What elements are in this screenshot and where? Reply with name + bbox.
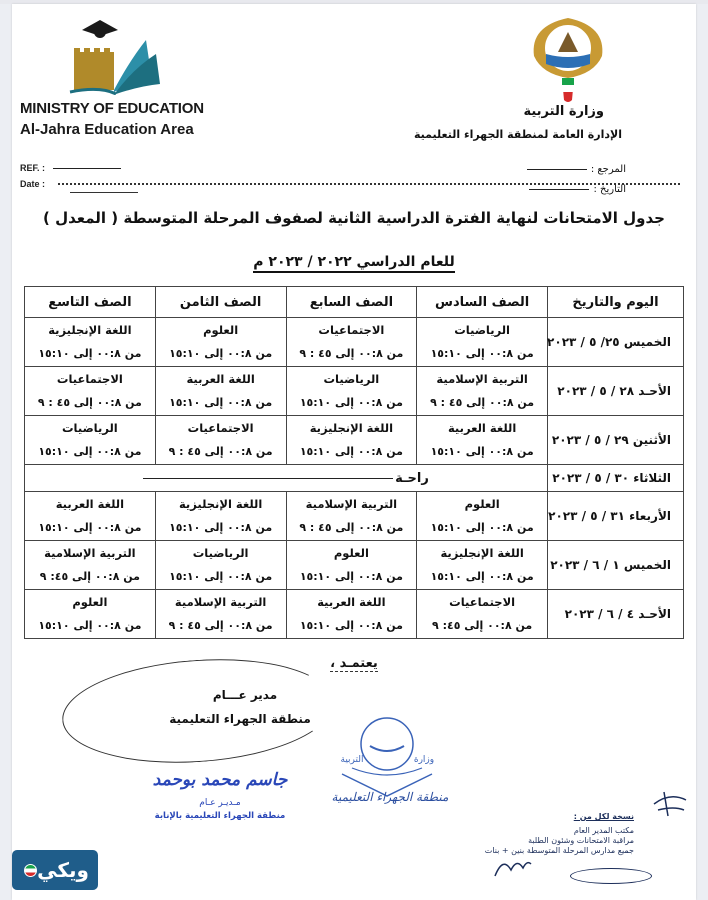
watermark-label: ويكي	[37, 858, 89, 882]
table-row	[25, 492, 684, 541]
kuwait-flag-icon	[24, 864, 37, 877]
ref-label-ar: المرجع :	[590, 164, 626, 175]
time: من ٠٠:٨ إلى ١٥:١٠	[169, 396, 273, 409]
time: من ٠٠:٨ إلى ٤٥ : ٩	[37, 396, 142, 409]
svg-text:التربية: التربية	[340, 755, 364, 765]
cc-item: جميع مدارس المرحلة المتوسطة بنين + بنات	[484, 846, 634, 855]
approval-label: يعتمـد ،	[330, 656, 378, 671]
time: من ٠٠:٨ إلى ٤٥ : ٩	[168, 445, 273, 458]
exam-cell	[25, 416, 156, 465]
subject: اللغة الإنجليزية	[440, 546, 524, 560]
exam-cell	[25, 367, 156, 416]
day-cell: الأحـد ٤ / ٦ / ٢٠٢٣	[548, 590, 684, 639]
ref-field-ar	[527, 164, 626, 175]
exam-cell	[417, 367, 548, 416]
exam-cell	[155, 416, 286, 465]
time: من ٠٠:٨ إلى ١٥:١٠	[299, 396, 403, 409]
signature-org: منطقة الجهراء التعليمية بالإنابة	[154, 811, 286, 821]
table-row	[25, 590, 684, 639]
ministry-education-logo-icon	[60, 10, 170, 95]
svg-text:وزارة: وزارة	[413, 755, 435, 765]
time: من ٠٠:٨ إلى ١٥:١٠	[430, 521, 534, 534]
exam-cell	[25, 492, 156, 541]
time: من ٠٠:٨ إلى ٤٥ : ٩	[299, 521, 404, 534]
day-cell: الأربعاء ٣١ / ٥ / ٢٠٢٣	[548, 492, 684, 541]
approval-label-wrap	[0, 656, 708, 671]
subject: اللغة الإنجليزية	[309, 421, 394, 435]
subject: الاجتماعيات	[449, 595, 516, 609]
cc-heading: نسخة لكل من :	[573, 812, 634, 821]
day-cell: الثلاثاء ٣٠ / ٥ / ٢٠٢٣	[548, 465, 684, 492]
time: من ٠٠:٨ إلى ١٥:١٠	[38, 619, 142, 632]
header-grade-9: الصف التاسع	[25, 287, 156, 318]
exam-cell	[155, 367, 286, 416]
subject: التربية الإسلامية	[44, 546, 136, 560]
cc-item: مكتب المدير العام	[573, 826, 634, 835]
time: من ٠٠:٨ إلى ١٥:١٠	[299, 445, 403, 458]
day-cell: الأثنين ٢٩ / ٥ / ٢٠٢٣	[548, 416, 684, 465]
manager-org: منطقة الجهراء التعليمية	[169, 712, 311, 726]
time: من ٠٠:٨ إلى ١٥:١٠	[299, 570, 403, 583]
subject: الاجتماعيات	[318, 323, 385, 337]
subject: اللغة العربية	[55, 497, 125, 511]
subject: الاجتماعيات	[56, 372, 123, 386]
header-grade-7: الصف السابع	[286, 287, 417, 318]
table-header-row	[25, 287, 684, 318]
subject: الاجتماعيات	[187, 421, 254, 435]
time: من ٠٠:٨ إلى ١٥:١٠	[38, 445, 142, 458]
copies-to-block	[485, 812, 634, 856]
document-title: جدول الامتحانات لنهاية الفترة الدراسية الثانية لصفوف المرحلة المتوسطة ( المعدل )	[43, 209, 665, 227]
subject: العلوم	[72, 595, 108, 609]
subject: التربية الإسلامية	[174, 595, 267, 609]
subject: اللغة العربية	[317, 595, 386, 609]
table-row	[25, 318, 684, 367]
initials-signature-icon	[650, 788, 690, 818]
date-field-ar	[529, 184, 626, 195]
time: من ٠٠:٨ إلى ٤٥ : ٩	[168, 619, 273, 632]
header-grade-6: الصف السادس	[417, 287, 548, 318]
time: من ٠٠:٨ إلى ٤٥: ٩	[432, 619, 533, 632]
time: من ٠٠:٨ إلى ١٥:١٠	[169, 570, 273, 583]
exam-cell	[417, 492, 548, 541]
time: من ٠٠:٨ إلى ٤٥: ٩	[39, 570, 140, 583]
subject: الرياضيات	[454, 323, 510, 337]
subject: الرياضيات	[323, 372, 380, 386]
subject: اللغة الإنجليزية	[48, 323, 132, 337]
wiki-watermark-badge	[12, 850, 98, 890]
subject: التربية الإسلامية	[305, 497, 398, 511]
time: من ٠٠:٨ إلى ١٥:١٠	[38, 521, 142, 534]
subject: اللغة العربية	[447, 421, 517, 435]
table-row	[25, 416, 684, 465]
table-row	[25, 541, 684, 590]
exam-cell	[286, 367, 417, 416]
signature-title: مـديـر عـام	[199, 798, 241, 808]
header-day-date: اليوم والتاريخ	[548, 287, 684, 318]
table-row-rest	[25, 465, 684, 492]
subject: العلوم	[464, 497, 500, 511]
exam-cell	[286, 590, 417, 639]
subject: العلوم	[333, 546, 369, 560]
stamp-text: منطقة الجهراء التعليمية	[331, 790, 449, 804]
exam-cell	[155, 492, 286, 541]
exam-cell	[286, 541, 417, 590]
exam-cell	[286, 416, 417, 465]
time: من ٠٠:٨ إلى ١٥:١٠	[299, 619, 403, 632]
subject: الرياضيات	[62, 421, 118, 435]
exam-cell	[155, 318, 286, 367]
ref-label: REF. :	[20, 163, 46, 173]
day-cell: الخميس ١ / ٦ / ٢٠٢٣	[548, 541, 684, 590]
department-name-ar: الإدارة العامة لمنطقة الجهراء التعليمية	[414, 128, 622, 141]
time: من ٠٠:٨ إلى ٤٥ : ٩	[430, 396, 535, 409]
exam-schedule-table	[24, 286, 684, 639]
date-field-en	[20, 179, 45, 189]
header-grade-8: الصف الثامن	[155, 287, 286, 318]
manager-title: مدير عـــام	[212, 688, 278, 702]
ref-field-en	[20, 163, 121, 173]
subject: العلوم	[203, 323, 239, 337]
academic-year: للعام الدراسي ٢٠٢٢ / ٢٠٢٣ م	[253, 254, 454, 273]
exam-cell	[25, 590, 156, 639]
exam-cell	[417, 590, 548, 639]
time: من ٠٠:٨ إلى ١٥:١٠	[169, 521, 273, 534]
subject: التربية الإسلامية	[436, 372, 528, 386]
day-cell: الأحـد ٢٨ / ٥ / ٢٠٢٣	[548, 367, 684, 416]
scribble-signature-icon	[493, 852, 533, 880]
exam-cell	[286, 492, 417, 541]
time: من ٠٠:٨ إلى ١٥:١٠	[38, 347, 142, 360]
day-cell: الخميس ٢٥/ ٥ / ٢٠٢٣	[548, 318, 684, 367]
exam-cell	[25, 541, 156, 590]
ministry-name-en: MINISTRY OF EDUCATION	[20, 100, 204, 117]
exam-cell	[417, 541, 548, 590]
date-underline	[70, 192, 138, 193]
cc-item: مراقبة الامتحانات وشئون الطلبة	[528, 836, 634, 845]
area-name-en: Al-Jahra Education Area	[20, 121, 194, 138]
exam-cell	[155, 541, 286, 590]
table-row	[25, 367, 684, 416]
document-subtitle	[0, 254, 708, 270]
english-title	[20, 100, 204, 138]
rest-label: راحـة	[395, 470, 429, 486]
time: من ٠٠:٨ إلى ١٥:١٠	[430, 445, 534, 458]
rest-day-cell	[25, 465, 548, 492]
signature-name: جاسم محمد بوحمد	[152, 770, 288, 790]
ministry-name-ar: وزارة التربية	[523, 104, 604, 119]
time: من ٠٠:٨ إلى ١٥:١٠	[430, 570, 534, 583]
subject: اللغة الإنجليزية	[178, 497, 263, 511]
subject: اللغة العربية	[186, 372, 255, 386]
exam-cell	[155, 590, 286, 639]
exam-cell	[417, 318, 548, 367]
date-label: Date :	[20, 179, 46, 189]
kuwait-emblem-icon	[524, 12, 612, 104]
time: من ٠٠:٨ إلى ٤٥ : ٩	[299, 347, 404, 360]
date-label-ar: التاريخ :	[593, 184, 626, 195]
time: من ٠٠:٨ إلى ١٥:١٠	[430, 347, 534, 360]
cc-oval-stroke	[570, 868, 652, 884]
subject: الرياضيات	[192, 546, 249, 560]
time: من ٠٠:٨ إلى ١٥:١٠	[169, 347, 273, 360]
exam-cell	[417, 416, 548, 465]
exam-cell	[286, 318, 417, 367]
exam-cell	[25, 318, 156, 367]
